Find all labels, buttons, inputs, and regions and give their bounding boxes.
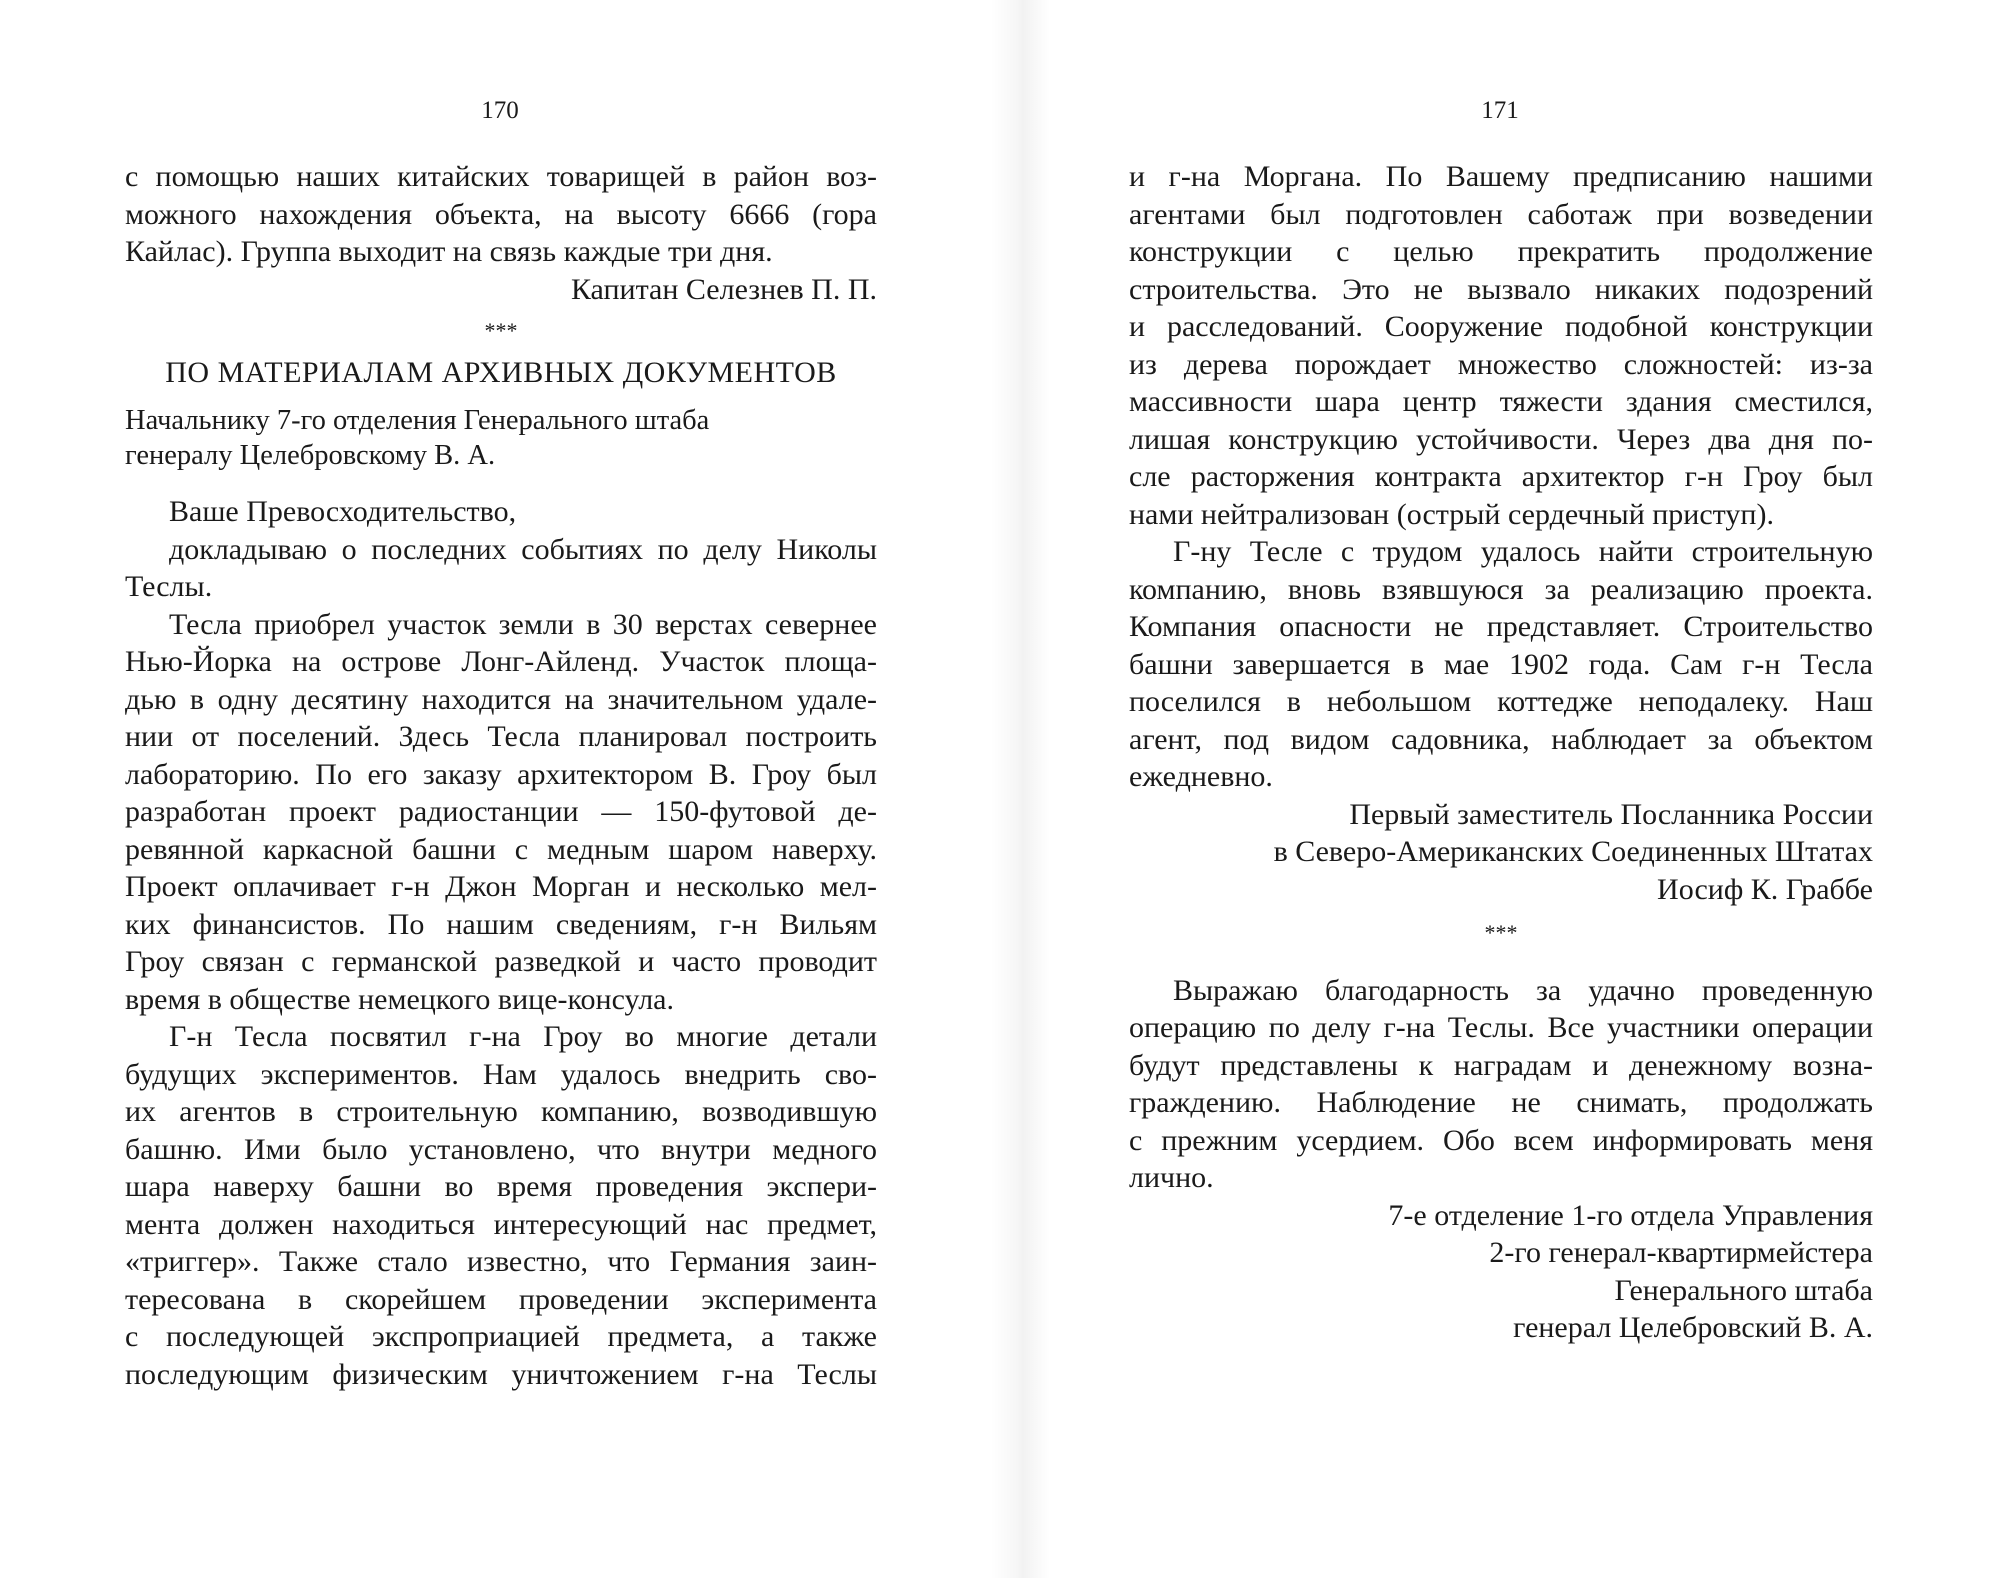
text-line: операцию по делу г-на Теслы. Все участники операции <box>1129 1011 1873 1044</box>
right-page-text <box>1129 158 1873 1347</box>
text-line: башню. Ими было установлено, что внутри медного <box>125 1132 877 1166</box>
text-line: массивности шара центр тяжести здания сместился, <box>1129 385 1873 418</box>
text-line: Проект оплачивает г-н Джон Морган и несколько мел- <box>125 870 877 903</box>
text-line: тересована в скорейшем проведении эксперимента <box>125 1282 877 1316</box>
text-line: Выражаю благодарность за удачно проведенную <box>1173 973 1873 1007</box>
text-line: с прежним усердием. Обо всем информировать меня <box>1129 1123 1873 1157</box>
text-line: сле расторжения контракта архитектор г-н Гроу был <box>1129 460 1873 493</box>
text-line: будущих экспериментов. Нам удалось внедрить сво- <box>125 1057 877 1091</box>
text-line: ежедневно. <box>1129 760 1273 793</box>
section-separator: *** <box>484 318 518 343</box>
text-line: мента должен находиться интересующий нас предмет, <box>125 1207 877 1241</box>
text-line: дью в одну десятину находится на значительном удале- <box>125 682 877 716</box>
section-separator: *** <box>1484 920 1518 945</box>
text-line: Тесла приобрел участок земли в 30 верстах севернее <box>169 607 877 641</box>
text-line: нии от поселений. Здесь Тесла планировал построить <box>125 720 877 753</box>
right-page <box>1000 0 2000 1578</box>
section-heading: ПО МАТЕРИАЛАМ АРХИВНЫХ ДОКУМЕНТОВ <box>165 355 837 389</box>
text-line: последующим физическим уничтожением г-на Теслы <box>125 1357 877 1391</box>
text-line: и г-на Моргана. По Вашему предписанию нашими <box>1129 160 1873 193</box>
text-line: агент, под видом садовника, наблюдает за объектом <box>1129 722 1873 756</box>
text-line: строительства. Это не вызвало никаких подозрений <box>1129 272 1873 306</box>
text-line: башни завершается в мае 1902 года. Сам г-н Тесла <box>1129 647 1873 681</box>
text-line: лабораторию. По его заказу архитектором В. Гроу был <box>125 757 877 791</box>
salutation: Ваше Превосходительство, <box>169 495 517 528</box>
text-line: будут представлены к наградам и денежному возна- <box>1129 1048 1873 1082</box>
signature-line: 7-е отделение 1-го отдела Управления <box>1388 1198 1873 1232</box>
signature-line: Первый заместитель Посланника России <box>1349 797 1873 831</box>
text-line: поселился в небольшом коттедже неподалеку. Наш <box>1129 685 1873 718</box>
text-line: шара наверху башни во время проведения экспери- <box>125 1170 877 1203</box>
text-line: граждению. Наблюдение не снимать, продолжать <box>1129 1086 1873 1119</box>
signature-line: Иосиф К. Граббе <box>1657 872 1873 906</box>
signature-line: в Северо-Американских Соединенных Штатах <box>1273 835 1873 868</box>
text-line: разработан проект радиостанции — 150-футовой де- <box>125 795 877 828</box>
signature-line: Генерального штаба <box>1614 1273 1873 1307</box>
text-line: из дерева порождает множество сложностей: из-за <box>1129 347 1873 381</box>
text-line: агентами был подготовлен саботаж при возведении <box>1129 197 1873 231</box>
text-line: их агентов в строительную компанию, возводившую <box>125 1095 877 1128</box>
text-line: Теслы. <box>125 570 213 603</box>
text-line: конструкции с целью прекратить продолжение <box>1129 235 1873 268</box>
text-line: Г-н Тесла посвятил г-на Гроу во многие детали <box>169 1020 877 1053</box>
text-line: с помощью наших китайских товарищей в район воз- <box>125 160 877 193</box>
addressee-line: генералу Целебровскому В. А. <box>125 440 496 471</box>
text-line: с последующей экспроприацией предмета, а также <box>125 1320 877 1353</box>
text-line: Компания опасности не представляет. Строительство <box>1129 610 1873 643</box>
text-line: нами нейтрализован (острый сердечный приступ). <box>1129 497 1774 531</box>
text-line: Г-ну Тесле с трудом удалось найти строительную <box>1173 535 1873 568</box>
text-line: Нью-Йорка на острове Лонг-Айленд. Участок площа- <box>125 645 877 678</box>
text-line: Кайлас). Группа выходит на связь каждые три дня. <box>125 235 773 268</box>
text-line: ких финансистов. По нашим сведениям, г-н Вильям <box>125 907 877 941</box>
text-line: лично. <box>1129 1161 1214 1194</box>
text-line: лишая конструкцию устойчивости. Через два дня по- <box>1129 422 1873 456</box>
page-number-right: 171 <box>1481 97 1519 124</box>
signature-line: генерал Целебровский В. А. <box>1513 1311 1873 1344</box>
text-line: Гроу связан с германской разведкой и часто проводит <box>125 945 877 978</box>
signature-captain: Капитан Селезнев П. П. <box>570 272 877 306</box>
addressee-line: Начальнику 7-го отделения Генерального штаба <box>125 405 710 436</box>
text-line: компанию, вновь взявшуюся за реализацию проекта. <box>1129 572 1873 606</box>
signature-line: 2-го генерал-квартирмейстера <box>1489 1236 1873 1269</box>
text-line: время в обществе немецкого вице-консула. <box>125 982 674 1016</box>
text-line: ревянной каркасной башни с медным шаром наверху. <box>125 832 877 866</box>
text-line: докладываю о последних событиях по делу Николы <box>169 532 877 566</box>
text-line: «триггер». Также стало известно, что Германия заин- <box>125 1245 877 1278</box>
page-number-left: 170 <box>481 97 519 124</box>
text-line: можного нахождения объекта, на высоту 6666 (гора <box>125 197 877 231</box>
left-page-text <box>125 158 877 1393</box>
text-line: и расследований. Сооружение подобной конструкции <box>1129 310 1873 343</box>
